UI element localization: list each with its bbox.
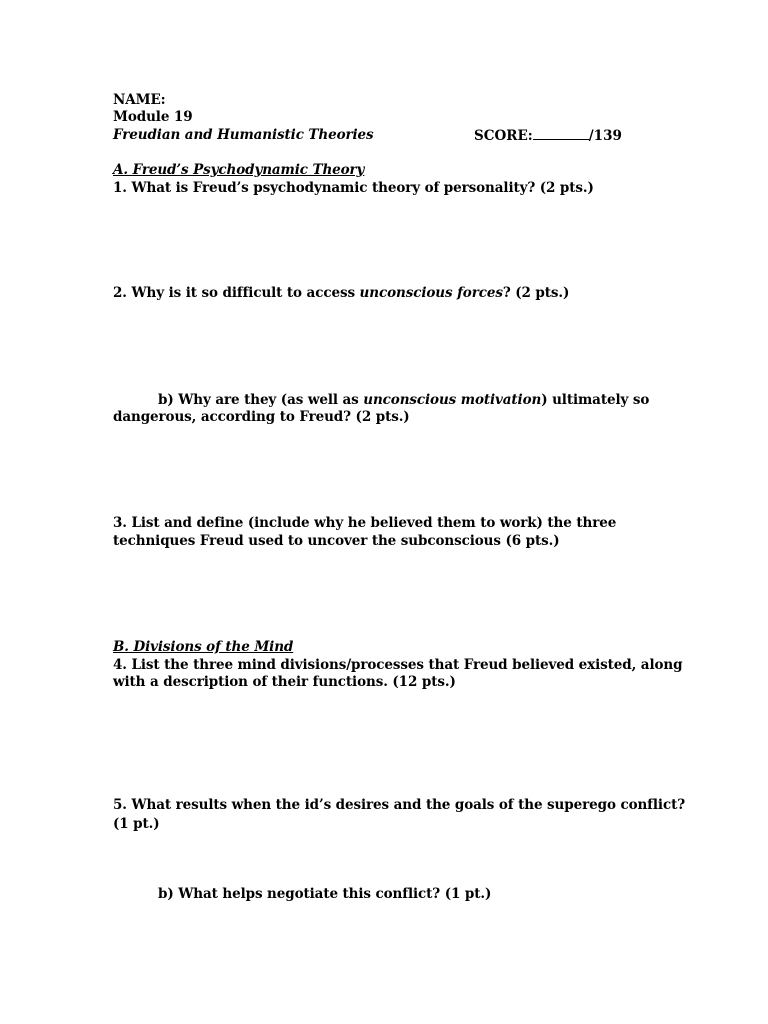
question-3-line-2: techniques Freud used to uncover the subconscious (6 pts.): [113, 533, 560, 549]
question-5-line-1: 5. What results when the id’s desires and the goals of the superego conflict?: [113, 797, 686, 813]
worksheet-title: Freudian and Humanistic Theories: [113, 127, 374, 143]
name-label: NAME:: [113, 92, 166, 108]
question-3-line-1: 3. List and define (include why he believed them to work) the three: [113, 515, 617, 531]
section-a-heading: A. Freud’s Psychodynamic Theory: [113, 162, 365, 178]
question-2b-text-a: b) Why are they (as well as: [158, 392, 364, 408]
score-total: /139: [588, 128, 622, 144]
question-5b: b) What helps negotiate this conflict? (1 pt.): [158, 886, 492, 902]
question-2: [113, 285, 569, 302]
score-field: [474, 127, 622, 145]
question-2-emphasis: unconscious forces: [359, 285, 503, 301]
question-2b-text-b: ) ultimately so: [541, 392, 650, 408]
question-2b: [158, 392, 649, 409]
question-2-text-b: ? (2 pts.): [502, 285, 570, 301]
question-1: 1. What is Freud’s psychodynamic theory of personality? (2 pts.): [113, 180, 594, 196]
question-2b-line-2: dangerous, according to Freud? (2 pts.): [113, 409, 410, 425]
module-label: Module 19: [113, 109, 193, 125]
question-2b-emphasis: unconscious motivation: [363, 392, 542, 408]
section-b-heading: B. Divisions of the Mind: [113, 639, 294, 655]
question-4-line-1: 4. List the three mind divisions/processes that Freud believed existed, along: [113, 657, 683, 673]
score-blank[interactable]: [533, 127, 589, 140]
question-4-line-2: with a description of their functions. (12 pts.): [113, 674, 456, 690]
question-5-line-2: (1 pt.): [113, 816, 160, 832]
score-label: SCORE:: [474, 128, 533, 144]
question-2-text-a: 2. Why is it so difficult to access: [113, 285, 360, 301]
